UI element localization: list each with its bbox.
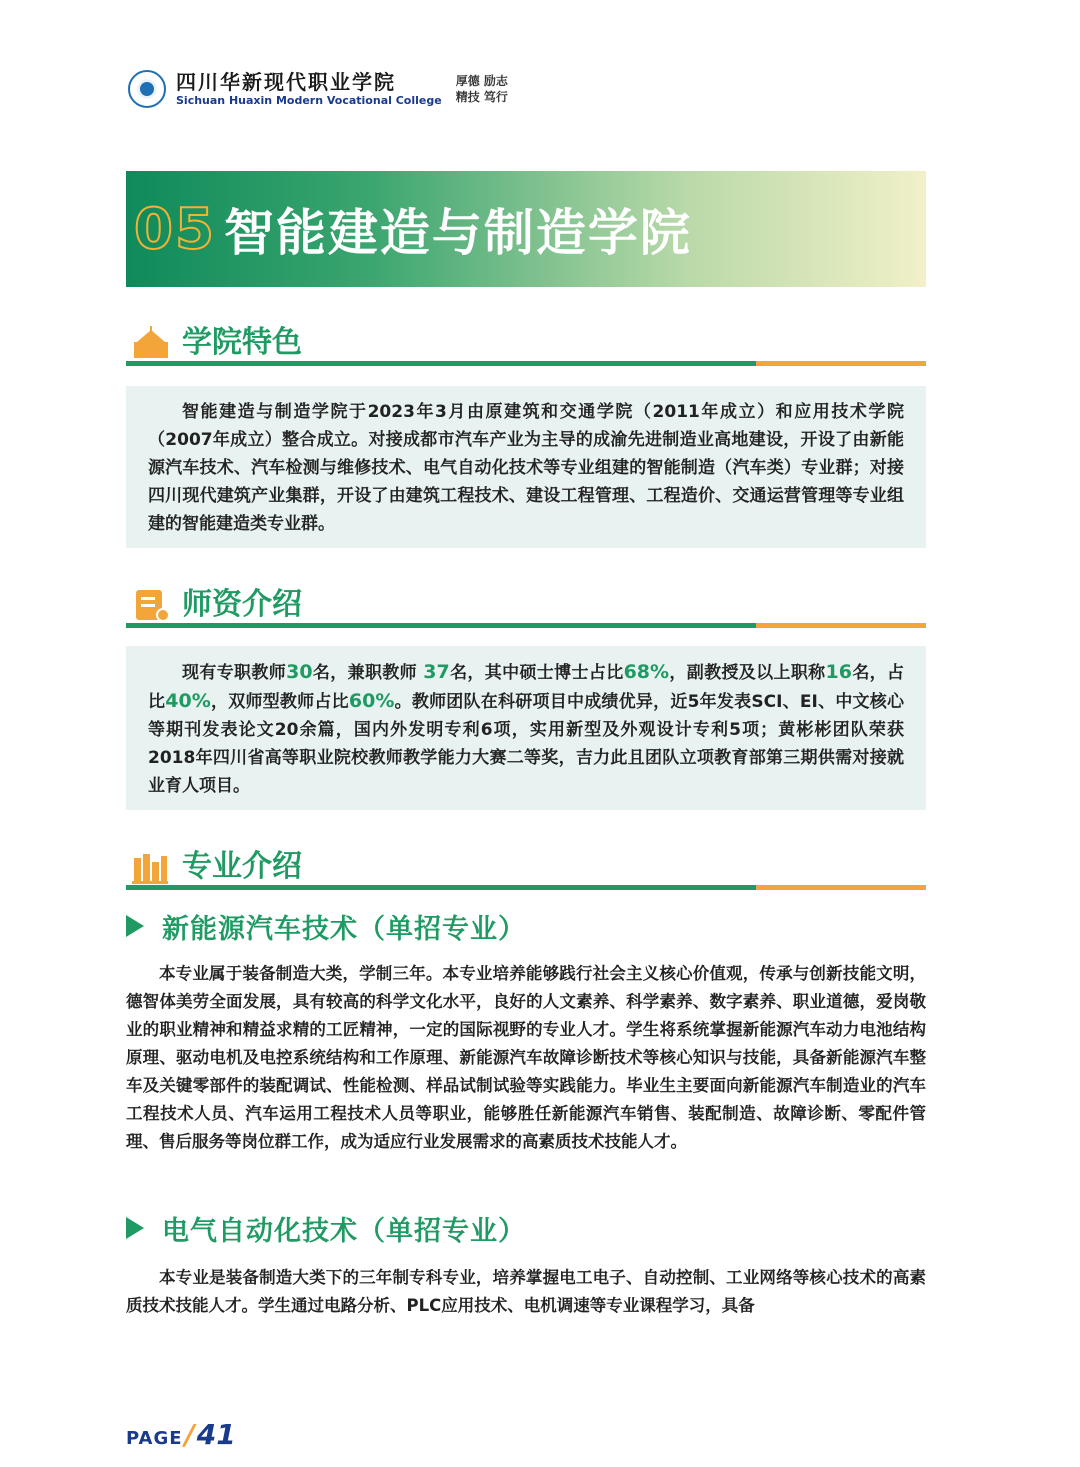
associate-professor-count: 16 [825, 661, 852, 683]
features-text-box [126, 386, 926, 548]
section-title: 师资介绍 [182, 587, 302, 622]
motto-line-1: 厚德 励志 [455, 74, 508, 88]
teacher-icon [132, 588, 170, 622]
associate-professor-ratio: 40% [165, 690, 211, 712]
faculty-text: ，副教授及以上职称 [669, 663, 826, 683]
major-paragraph: 本专业属于装备制造大类，学制三年。本专业培养能够践行社会主义核心价值观，传承与创新技能文明，德智体美劳全面发展，具有较高的科学文化水平，良好的人文素养、科学素养、数字素养、职业道德，爱岗敬业的职业精神和精益求精的工匠精神，一定的国际视野的专业人才。学生将系统掌握新能源汽车动力电池结构原理、驱动电机及电控系统结构和工作原理、新能源汽车故障诊断技术等核心知识与技能，具备新能源汽车整车及关键零部件的装配调试、性能检测、样品试制试验等实践能力。毕业生主要面向新能源汽车制造业的汽车工程技术人员、汽车运用工程技术人员等职业，能够胜任新能源汽车销售、装配制造、故障诊断、零配件管理、售后服务等岗位群工作，成为适应行业发展需求的高素质技术技能人才。 [126, 964, 926, 1151]
major-heading-electrical [126, 1208, 526, 1248]
page-number-value: 41 [196, 1418, 236, 1451]
major-title: 电气自动化技术（单招专业） [162, 1215, 526, 1247]
triangle-bullet-icon [126, 1217, 144, 1239]
chapter-banner [126, 171, 926, 287]
faculty-text: 名，占比 [148, 663, 905, 712]
page-number [126, 1418, 236, 1451]
section-divider [126, 885, 926, 890]
major-description-electrical [126, 1264, 926, 1320]
parttime-teacher-count: 37 [423, 661, 450, 683]
features-paragraph: 智能建造与制造学院于2023年3月由原建筑和交通学院（2011年成立）和应用技术学院（2007年成立）整合成立。对接成都市汽车产业为主导的成渝先进制造业高地建设，开设了由新能源汽车技术、汽车检测与维修技术、电气自动化技术等专业组建的智能制造（汽车类）专业群；对接四川现代建筑产业集群，开设了由建筑工程技术、建设工程管理、工程造价、交通运营管理等专业组建的智能建造类专业群。 [148, 402, 904, 534]
major-description-nev [126, 960, 926, 1156]
major-title: 新能源汽车技术（单招专业） [162, 913, 526, 945]
college-name-en: Sichuan Huaxin Modern Vocational College [176, 94, 442, 107]
dual-qualified-ratio: 60% [348, 690, 395, 712]
faculty-text: 名，其中硕士博士占比 [449, 663, 624, 683]
section-title: 专业介绍 [182, 849, 302, 884]
masters-phd-ratio: 68% [623, 661, 670, 683]
college-name [176, 70, 442, 108]
faculty-text-box [126, 646, 926, 810]
page-slash: / [184, 1418, 195, 1451]
page-label: PAGE [126, 1428, 183, 1449]
chapter-number: 05 [134, 196, 216, 262]
section-divider [126, 623, 926, 628]
building-icon [132, 326, 170, 360]
major-paragraph: 本专业是装备制造大类下的三年制专科专业，培养掌握电工电子、自动控制、工业网络等核心技术的高素质技术技能人才。学生通过电路分析、PLC应用技术、电机调速等专业课程学习，具备 [126, 1268, 926, 1315]
triangle-bullet-icon [126, 915, 144, 937]
college-name-cn: 四川华新现代职业学院 [176, 70, 396, 94]
major-heading-nev [126, 906, 526, 946]
faculty-paragraph [148, 658, 904, 800]
faculty-text: 名，兼职教师 [312, 663, 424, 683]
section-heading-faculty [126, 584, 926, 628]
faculty-text: 现有专职教师 [182, 663, 287, 683]
faculty-text: 。教师团队在科研项目中成绩优异，近5年发表SCI、EI、中文核心等期刊发表论文20余篇，国内外发明专利6项，实用新型及外观设计专利5项；黄彬彬团队荣获2018年四川省高等职业院校教师教学能力大赛二等奖，吉力此且团队立项教育部第三期供需对接就业育人项目。 [148, 692, 905, 796]
motto-line-2: 精技 笃行 [455, 90, 508, 104]
college-seal-logo [128, 70, 166, 108]
section-heading-features [126, 322, 926, 366]
books-icon [132, 850, 170, 884]
college-motto [456, 73, 508, 105]
college-header [128, 64, 508, 114]
section-heading-majors [126, 846, 926, 890]
chapter-title: 智能建造与制造学院 [223, 204, 692, 262]
section-divider [126, 361, 926, 366]
faculty-text: ，双师型教师占比 [210, 692, 349, 712]
fulltime-teacher-count: 30 [286, 661, 313, 683]
section-title: 学院特色 [182, 325, 302, 360]
